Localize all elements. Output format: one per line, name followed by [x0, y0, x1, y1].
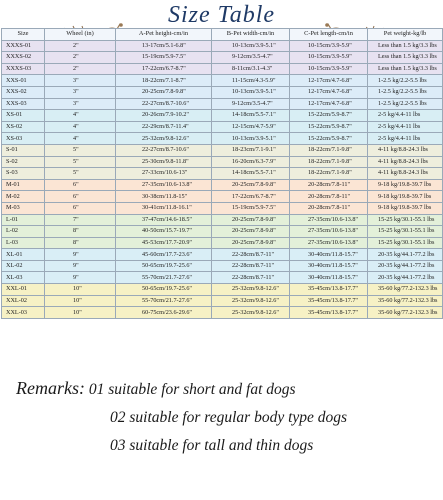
cell-pet-height: 30-41cm/11.8-16.1": [116, 202, 212, 214]
table-row: [2, 110, 443, 122]
cell-pet-width: 20-25cm/7.8-9.8": [212, 226, 290, 238]
cell-size: XL-01: [2, 249, 45, 261]
cell-pet-length: 30-40cm/11.8-15.7": [290, 249, 368, 261]
column-header-pet-weight: Pet weight-kg/lb: [368, 29, 443, 41]
cell-pet-weight: 2-5 kg/4.4-11 lbs: [368, 121, 443, 133]
cell-pet-length: 15-22cm/5.9-8.7": [290, 121, 368, 133]
cell-pet-width: 25-32cm/9.8-12.6": [212, 307, 290, 319]
cell-pet-weight: 2-5 kg/4.4-11 lbs: [368, 133, 443, 145]
cell-pet-length: 20-28cm/7.8-11": [290, 191, 368, 203]
cell-size: S-02: [2, 156, 45, 168]
cell-wheel: 5": [45, 156, 116, 168]
cell-pet-length: 10-15cm/3.9-5.9": [290, 40, 368, 52]
cell-size: L-02: [2, 226, 45, 238]
cell-pet-height: 50-65cm/19.7-25.6": [116, 260, 212, 272]
cell-pet-width: 22-28cm/8.7-11": [212, 249, 290, 261]
table-row: [2, 284, 443, 296]
cell-pet-width: 10-13cm/3.9-5.1": [212, 86, 290, 98]
cell-pet-height: 13-17cm/5.1-6.8": [116, 40, 212, 52]
cell-pet-width: 18-23cm/7.1-9.1": [212, 144, 290, 156]
cell-wheel: 3": [45, 98, 116, 110]
cell-size: M-02: [2, 191, 45, 203]
column-header-wheel: Wheel (in): [45, 29, 116, 41]
table-row: [2, 214, 443, 226]
cell-pet-height: 50-65cm/19.7-25.6": [116, 284, 212, 296]
cell-pet-width: 22-28cm/8.7-11": [212, 272, 290, 284]
cell-pet-weight: 4-11 kg/8.8-24.3 lbs: [368, 144, 443, 156]
cell-pet-height: 17-22cm/6.7-8.7": [116, 63, 212, 75]
cell-pet-weight: 2-5 kg/4.4-11 lbs: [368, 110, 443, 122]
cell-pet-height: 37-47cm/14.6-18.5": [116, 214, 212, 226]
cell-pet-width: 20-25cm/7.8-9.8": [212, 214, 290, 226]
remark-text-01: 01 suitable for short and fat dogs: [88, 381, 296, 398]
cell-pet-height: 45-60cm/17.7-23.6": [116, 249, 212, 261]
cell-pet-height: 18-22cm/7.1-8.7": [116, 75, 212, 87]
remarks: [16, 374, 436, 460]
table-row: [2, 191, 443, 203]
table-row: [2, 237, 443, 249]
cell-pet-width: 25-32cm/9.8-12.6": [212, 295, 290, 307]
cell-wheel: 7": [45, 214, 116, 226]
cell-pet-width: 17-22cm/6.7-8.7": [212, 191, 290, 203]
cell-pet-height: 27-35cm/10.6-13.8": [116, 179, 212, 191]
cell-pet-length: 35-45cm/13.8-17.7": [290, 295, 368, 307]
cell-pet-width: 16-20cm/6.3-7.9": [212, 156, 290, 168]
cell-size: XXL-01: [2, 284, 45, 296]
cell-size: XXXS-01: [2, 40, 45, 52]
cell-pet-width: 22-28cm/8.7-11": [212, 260, 290, 272]
cell-size: M-03: [2, 202, 45, 214]
cell-pet-height: 45-53cm/17.7-20.9": [116, 237, 212, 249]
cell-pet-width: 9-12cm/3.5-4.7": [212, 52, 290, 64]
cell-pet-length: 12-17cm/4.7-6.8": [290, 86, 368, 98]
table-row: [2, 40, 443, 52]
table-row: [2, 121, 443, 133]
cell-size: XL-02: [2, 260, 45, 272]
cell-wheel: 5": [45, 168, 116, 180]
cell-wheel: 8": [45, 237, 116, 249]
column-header-pet-length: C-Pet length-cm/in: [290, 29, 368, 41]
cell-pet-weight: Less than 1.5 kg/3.3 lbs: [368, 40, 443, 52]
table-row: [2, 63, 443, 75]
table-row: [2, 179, 443, 191]
cell-size: S-01: [2, 144, 45, 156]
table-row: [2, 260, 443, 272]
cell-pet-width: 14-18cm/5.5-7.1": [212, 168, 290, 180]
cell-size: XXS-02: [2, 86, 45, 98]
column-header-pet-width: B-Pet width-cm/in: [212, 29, 290, 41]
cell-wheel: 10": [45, 284, 116, 296]
cell-size: XXXS-02: [2, 52, 45, 64]
remark-line-01: [16, 374, 436, 404]
column-header-size: Size: [2, 29, 45, 41]
cell-pet-weight: 1-2.5 kg/2.2-5.5 lbs: [368, 86, 443, 98]
cell-wheel: 4": [45, 133, 116, 145]
cell-pet-weight: 15-25 kg/30.1-55.1 lbs: [368, 237, 443, 249]
cell-pet-length: 18-22cm/7.1-9.8": [290, 144, 368, 156]
cell-wheel: 2": [45, 63, 116, 75]
cell-pet-length: 10-15cm/3.9-5.9": [290, 63, 368, 75]
cell-wheel: 3": [45, 86, 116, 98]
cell-wheel: 10": [45, 295, 116, 307]
cell-wheel: 9": [45, 272, 116, 284]
cell-wheel: 10": [45, 307, 116, 319]
cell-pet-weight: 4-11 kg/8.8-24.3 lbs: [368, 156, 443, 168]
cell-pet-width: 12-15cm/4.7-5.9": [212, 121, 290, 133]
table-row: [2, 98, 443, 110]
cell-pet-height: 55-70cm/21.7-27.6": [116, 295, 212, 307]
cell-pet-length: 27-35cm/10.6-13.8": [290, 214, 368, 226]
cell-wheel: 2": [45, 52, 116, 64]
cell-size: XXXS-03: [2, 63, 45, 75]
cell-pet-weight: 35-60 kg/77.2-132.3 lbs: [368, 284, 443, 296]
cell-pet-width: 25-32cm/9.8-12.6": [212, 284, 290, 296]
cell-size: XXS-01: [2, 75, 45, 87]
cell-size: XXL-02: [2, 295, 45, 307]
cell-pet-height: 22-27cm/8.7-10.6": [116, 144, 212, 156]
cell-pet-width: 9-12cm/3.5-4.7": [212, 98, 290, 110]
cell-pet-weight: 4-11 kg/8.8-24.3 lbs: [368, 168, 443, 180]
cell-size: S-03: [2, 168, 45, 180]
cell-size: L-01: [2, 214, 45, 226]
cell-wheel: 4": [45, 121, 116, 133]
table-row: [2, 168, 443, 180]
cell-pet-height: 15-19cm/5.9-7.5": [116, 52, 212, 64]
table-row: [2, 295, 443, 307]
cell-pet-width: 10-13cm/3.9-5.1": [212, 133, 290, 145]
cell-pet-length: 18-22cm/7.1-9.8": [290, 156, 368, 168]
table-row: [2, 133, 443, 145]
cell-pet-width: 11-15cm/4.3-5.9": [212, 75, 290, 87]
cell-pet-weight: 1-2.5 kg/2.2-5.5 lbs: [368, 75, 443, 87]
table-row: [2, 202, 443, 214]
size-table: [1, 28, 443, 319]
cell-pet-length: 15-22cm/5.9-8.7": [290, 133, 368, 145]
table-row: [2, 75, 443, 87]
table-row: [2, 249, 443, 261]
cell-wheel: 6": [45, 191, 116, 203]
cell-pet-height: 22-27cm/8.7-10.6": [116, 98, 212, 110]
table-row: [2, 156, 443, 168]
cell-pet-length: 20-28cm/7.8-11": [290, 202, 368, 214]
remark-text-02: 02 suitable for regular body type dogs: [110, 409, 348, 426]
remarks-label: Remarks:: [16, 378, 85, 398]
cell-pet-length: 35-45cm/13.8-17.7": [290, 284, 368, 296]
cell-pet-length: 10-15cm/3.9-5.9": [290, 52, 368, 64]
cell-wheel: 6": [45, 202, 116, 214]
cell-pet-weight: Less than 1.5 kg/3.3 lbs: [368, 63, 443, 75]
cell-pet-weight: 20-35 kg/44.1-77.2 lbs: [368, 272, 443, 284]
cell-pet-length: 12-17cm/4.7-6.8": [290, 75, 368, 87]
cell-pet-length: 20-28cm/7.8-11": [290, 179, 368, 191]
cell-size: XXS-03: [2, 98, 45, 110]
table-header-row: [2, 29, 443, 41]
cell-pet-length: 30-40cm/11.8-15.7": [290, 260, 368, 272]
cell-pet-height: 22-29cm/8.7-11.4": [116, 121, 212, 133]
cell-pet-width: 14-18cm/5.5-7.1": [212, 110, 290, 122]
cell-pet-height: 25-32cm/9.8-12.6": [116, 133, 212, 145]
cell-pet-width: 15-19cm/5.9-7.5": [212, 202, 290, 214]
table-row: [2, 226, 443, 238]
cell-pet-height: 25-30cm/9.8-11.8": [116, 156, 212, 168]
cell-size: M-01: [2, 179, 45, 191]
cell-pet-length: 18-22cm/7.1-9.8": [290, 168, 368, 180]
cell-size: XS-02: [2, 121, 45, 133]
remark-line-03: [16, 432, 436, 460]
cell-pet-weight: 9-18 kg/19.8-39.7 lbs: [368, 191, 443, 203]
cell-pet-length: 27-35cm/10.6-13.8": [290, 226, 368, 238]
table-row: [2, 144, 443, 156]
cell-pet-weight: 15-25 kg/30.1-55.1 lbs: [368, 226, 443, 238]
cell-pet-width: 20-25cm/7.8-9.8": [212, 179, 290, 191]
cell-pet-length: 12-17cm/4.7-6.8": [290, 98, 368, 110]
cell-size: XS-01: [2, 110, 45, 122]
cell-pet-weight: 1-2.5 kg/2.2-5.5 lbs: [368, 98, 443, 110]
cell-pet-width: 8-11cm/3.1-4.3": [212, 63, 290, 75]
cell-pet-length: 35-45cm/13.8-17.7": [290, 307, 368, 319]
cell-pet-height: 20-26cm/7.9-10.2": [116, 110, 212, 122]
remark-text-03: 03 suitable for tall and thin dogs: [110, 437, 314, 454]
page-title: Size Table: [167, 2, 276, 28]
table-row: [2, 52, 443, 64]
cell-pet-height: 40-50cm/15.7-19.7": [116, 226, 212, 238]
table-row: [2, 86, 443, 98]
table-row: [2, 272, 443, 284]
remark-line-02: [16, 404, 436, 432]
cell-pet-weight: 15-25 kg/30.1-55.1 lbs: [368, 214, 443, 226]
cell-pet-height: 30-38cm/11.8-15": [116, 191, 212, 203]
cell-pet-length: 15-22cm/5.9-8.7": [290, 110, 368, 122]
cell-pet-height: 20-25cm/7.8-9.8": [116, 86, 212, 98]
size-table-body: [2, 40, 443, 318]
cell-size: XS-03: [2, 133, 45, 145]
cell-pet-weight: 9-18 kg/19.8-39.7 lbs: [368, 202, 443, 214]
cell-pet-weight: 20-35 kg/44.1-77.2 lbs: [368, 249, 443, 261]
cell-pet-length: 27-35cm/10.6-13.8": [290, 237, 368, 249]
cell-wheel: 5": [45, 144, 116, 156]
cell-wheel: 2": [45, 40, 116, 52]
cell-pet-weight: 35-60 kg/77.2-132.3 lbs: [368, 307, 443, 319]
column-header-pet-height: A-Pet height-cm/in: [116, 29, 212, 41]
cell-wheel: 9": [45, 260, 116, 272]
cell-wheel: 4": [45, 110, 116, 122]
cell-pet-weight: 35-60 kg/77.2-132.3 lbs: [368, 295, 443, 307]
cell-wheel: 8": [45, 226, 116, 238]
cell-wheel: 6": [45, 179, 116, 191]
cell-wheel: 3": [45, 75, 116, 87]
cell-size: L-03: [2, 237, 45, 249]
cell-pet-weight: 9-18 kg/19.8-39.7 lbs: [368, 179, 443, 191]
cell-size: XL-03: [2, 272, 45, 284]
cell-pet-width: 10-13cm/3.9-5.1": [212, 40, 290, 52]
cell-pet-height: 55-70cm/21.7-27.6": [116, 272, 212, 284]
table-row: [2, 307, 443, 319]
cell-pet-height: 27-33cm/10.6-13": [116, 168, 212, 180]
cell-pet-length: 30-40cm/11.8-15.7": [290, 272, 368, 284]
cell-size: XXL-03: [2, 307, 45, 319]
cell-pet-weight: 20-35 kg/44.1-77.2 lbs: [368, 260, 443, 272]
cell-pet-height: 60-75cm/23.6-29.6": [116, 307, 212, 319]
cell-wheel: 9": [45, 249, 116, 261]
cell-pet-width: 20-25cm/7.8-9.8": [212, 237, 290, 249]
cell-pet-weight: Less than 1.5 kg/3.3 lbs: [368, 52, 443, 64]
